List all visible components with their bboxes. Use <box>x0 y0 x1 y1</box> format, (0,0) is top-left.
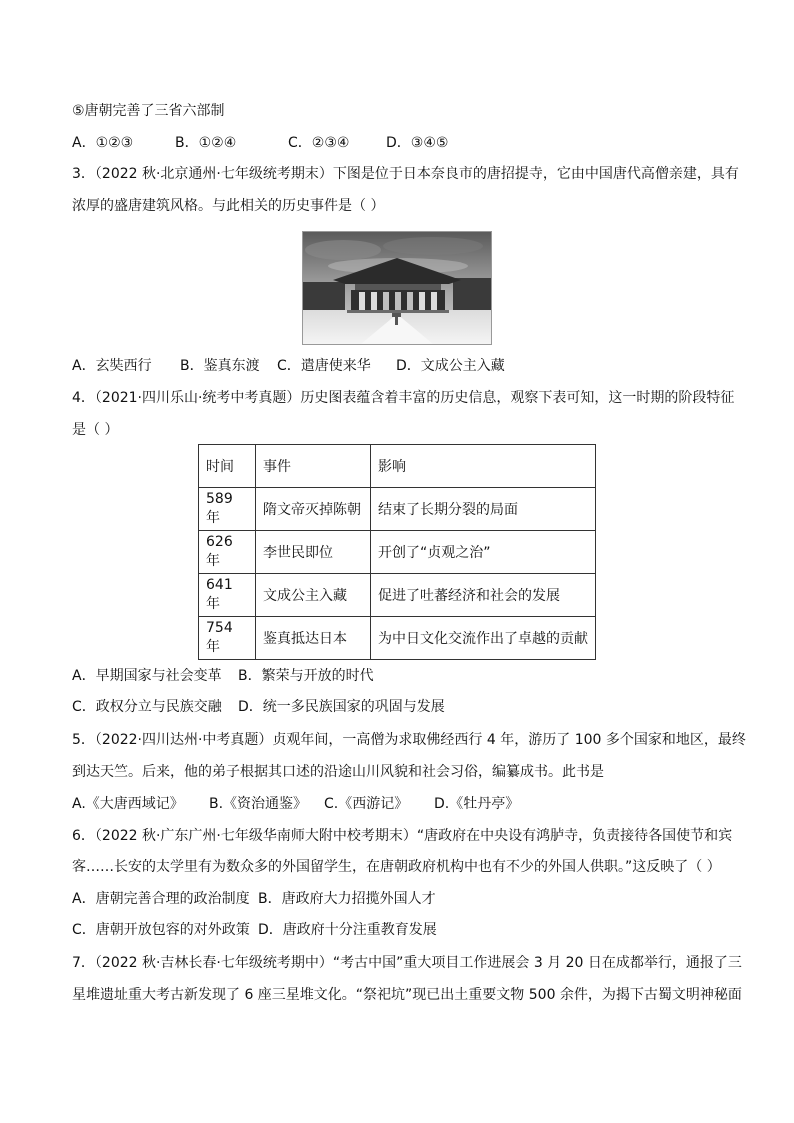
temple-photo <box>302 231 492 345</box>
q6-option-b[interactable]: B．唐政府大力招揽外国人才 <box>258 891 436 907</box>
table-row <box>199 617 596 660</box>
q5-option-c[interactable]: C.《西游记》 <box>324 796 409 812</box>
q3-options <box>72 356 505 376</box>
q4-stem-line2: 是（ ） <box>72 422 119 438</box>
q5-stem-line2: 到达天竺。后来，他的弟子根据其口述的沿途山川风貌和社会习俗，编纂成书。此书是 <box>72 764 604 780</box>
q4-option-c[interactable]: C．政权分立与民族交融 <box>72 699 222 715</box>
table-row <box>199 531 596 574</box>
q5-option-b[interactable]: B.《资治通鉴》 <box>209 796 308 812</box>
table-cell: 589 年 <box>199 488 256 531</box>
table-cell: 626 年 <box>199 531 256 574</box>
table-cell: 开创了“贞观之治” <box>371 531 596 574</box>
q4-option-b[interactable]: B．繁荣与开放的时代 <box>238 668 374 684</box>
table-cell: 641 年 <box>199 574 256 617</box>
history-table <box>198 444 596 660</box>
q5-stem-line1: 5．（2022·四川达州·中考真题）贞观年间，一高僧为求取佛经西行 4 年，游历了 100 多个国家和地区，最终 <box>72 732 746 748</box>
q2-option-b[interactable]: B．①②④ <box>175 135 237 151</box>
table-cell: 为中日文化交流作出了卓越的贡献 <box>371 617 596 660</box>
q7-stem-line2: 星堆遗址重大考古新发现了 6 座三星堆文化。“祭祀坑”现已出土重要文物 500 余件，为揭下古蜀文明神秘面 <box>72 987 742 1003</box>
q6-option-d[interactable]: D．唐政府十分注重教育发展 <box>258 922 437 938</box>
header-impact: 影响 <box>371 445 596 488</box>
q2-option-d[interactable]: D．③④⑤ <box>386 135 449 151</box>
table-cell: 文成公主入藏 <box>256 574 371 617</box>
q2-option-c[interactable]: C．②③④ <box>288 135 350 151</box>
q3-option-a[interactable]: A．玄奘西行 <box>72 358 152 374</box>
q6-option-a[interactable]: A．唐朝完善合理的政治制度 <box>72 891 250 907</box>
q5-option-d[interactable]: D.《牡丹亭》 <box>434 796 520 812</box>
table-row <box>199 488 596 531</box>
table-cell: 李世民即位 <box>256 531 371 574</box>
q3-option-c[interactable]: C．遣唐使来华 <box>277 358 371 374</box>
q4-options-row1 <box>72 666 374 686</box>
q7-stem-line1: 7．（2022 秋·吉林长春·七年级统考期中）“考古中国”重大项目工作进展会 3 月 20 日在成都举行，通报了三 <box>72 955 742 971</box>
q4-option-d[interactable]: D．统一多民族国家的巩固与发展 <box>238 699 445 715</box>
q2-item5: ⑤唐朝完善了三省六部制 <box>72 103 225 119</box>
table-row <box>199 574 596 617</box>
q3-option-d[interactable]: D．文成公主入藏 <box>396 358 505 374</box>
q6-option-c[interactable]: C．唐朝开放包容的对外政策 <box>72 922 250 938</box>
table-header-row <box>199 445 596 488</box>
table-cell: 结束了长期分裂的局面 <box>371 488 596 531</box>
q6-options-row2 <box>72 920 437 940</box>
header-event: 事件 <box>256 445 371 488</box>
q5-option-a[interactable]: A.《大唐西域记》 <box>72 796 184 812</box>
q6-stem-line1: 6．（2022 秋·广东广州·七年级华南师大附中校考期末）“唐政府在中央设有鸿胪寺，负责接待各国使节和宾 <box>72 828 733 844</box>
q4-option-a[interactable]: A．早期国家与社会变革 <box>72 668 222 684</box>
q3-option-b[interactable]: B．鉴真东渡 <box>180 358 260 374</box>
table-cell: 隋文帝灭掉陈朝 <box>256 488 371 531</box>
table-cell: 754 年 <box>199 617 256 660</box>
table-cell: 促进了吐蕃经济和社会的发展 <box>371 574 596 617</box>
q6-stem-line2: 客……长安的太学里有为数众多的外国留学生，在唐朝政府机构中也有不少的外国人供职。”这反映了（ ） <box>72 859 721 875</box>
q6-options-row1 <box>72 889 436 909</box>
q3-stem-line1: 3．（2022 秋·北京通州·七年级统考期末）下图是位于日本奈良市的唐招提寺，它由中国唐代高僧亲建，具有 <box>72 166 739 182</box>
q5-options <box>72 794 519 814</box>
q2-option-a[interactable]: A．①②③ <box>72 135 134 151</box>
q4-options-row2 <box>72 697 445 717</box>
q2-options <box>72 133 448 153</box>
header-time: 时间 <box>199 445 256 488</box>
q4-stem-line1: 4．（2021·四川乐山·统考中考真题）历史图表蕴含着丰富的历史信息，观察下表可知，这一时期的阶段特征 <box>72 390 735 406</box>
q3-stem-line2: 浓厚的盛唐建筑风格。与此相关的历史事件是（ ） <box>72 198 385 214</box>
table-cell: 鉴真抵达日本 <box>256 617 371 660</box>
